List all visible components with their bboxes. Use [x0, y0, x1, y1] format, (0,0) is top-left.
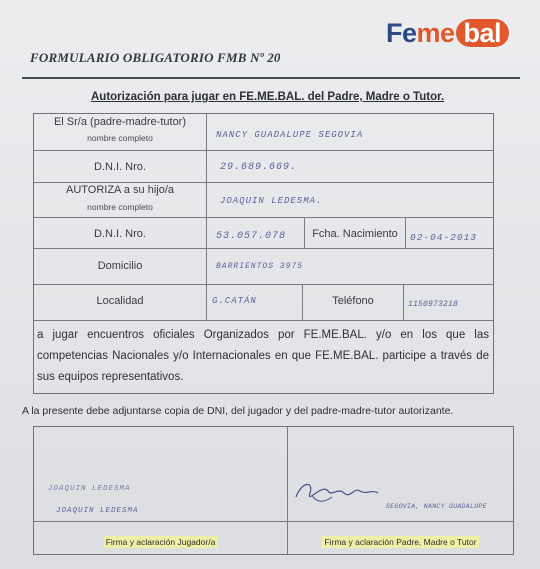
- row-divider: [34, 320, 493, 321]
- signature-table: [33, 426, 514, 555]
- form-title: FORMULARIO OBLIGATORIO FMB Nº 20: [30, 50, 281, 65]
- authorization-table: [33, 113, 494, 394]
- fecha-label: Fcha. Nacimiento: [312, 228, 398, 240]
- tutor-label: El Sr/a (padre-madre-tutor): [53, 116, 187, 128]
- parent-signature-label: Firma y aclaración Padre, Madre o Tutor: [324, 537, 477, 547]
- localidad-value: G.CATÁN: [212, 296, 257, 306]
- domicilio-value: BARRIENTOS 3975: [216, 262, 304, 271]
- column-divider: [206, 114, 207, 320]
- header-rule: [22, 77, 520, 79]
- player-signature-label: Firma y aclaración Jugador/a: [105, 537, 216, 547]
- child-name-value: JOAQUIN LEDESMA.: [220, 196, 323, 206]
- tutor-dni-value: 29.689.669.: [220, 162, 298, 173]
- player-signature-name: JOAQUIN LEDESMA: [56, 507, 139, 515]
- fecha-value: 02-04-2013: [410, 232, 478, 243]
- column-divider: [403, 284, 404, 320]
- autoriza-label: AUTORIZA a su hijo/a: [65, 184, 174, 196]
- form-subtitle: Autorización para jugar en FE.ME.BAL. del Padre, Madre o Tutor.: [91, 91, 445, 103]
- parent-signature-scribble: [292, 477, 382, 509]
- authorization-paragraph: a jugar encuentros oficiales Organizados por FE.ME.BAL. y/o en los que las competencias Nacionales y/o Internacionales en que FE.ME.BAL. participe a través de sus equipos representativos.: [37, 329, 489, 383]
- player-signature-scribble: JOAQUIN LEDESMA: [48, 485, 131, 493]
- row-divider: [34, 284, 493, 285]
- row-divider: [34, 150, 493, 151]
- row-divider: [34, 182, 493, 183]
- tutor-dni-label: D.N.I. Nro.: [94, 161, 146, 173]
- row-divider: [34, 217, 493, 218]
- child-sublabel: nombre completo: [87, 202, 153, 212]
- logo-bal: bal: [456, 19, 510, 47]
- localidad-label: Localidad: [96, 295, 144, 307]
- parent-signature-label-cell: [288, 532, 513, 552]
- femebal-logo: [386, 18, 509, 48]
- attachment-note: A la presente debe adjuntarse copia de DNI, del jugador y del padre-madre-tutor autorizante.: [22, 405, 454, 417]
- column-divider: [405, 217, 406, 248]
- tutor-label-cell: [34, 116, 206, 143]
- logo-fe: Fe: [386, 17, 417, 48]
- logo-me: me: [416, 17, 455, 48]
- telefono-value: 1150973218: [408, 300, 459, 309]
- player-signature-label-cell: [34, 532, 287, 552]
- signature-line: [34, 521, 513, 522]
- parent-signature-name: SEGOVIA, NANCY GUADALUPE: [386, 503, 487, 510]
- tutor-name-value: NANCY GUADALUPE SEGOVIA: [216, 130, 364, 140]
- domicilio-label: Domicilio: [97, 260, 143, 272]
- child-dni-value: 53.057.078: [216, 231, 287, 242]
- child-dni-label: D.N.I. Nro.: [94, 228, 146, 240]
- tutor-sublabel: nombre completo: [87, 133, 153, 143]
- telefono-label: Teléfono: [332, 295, 374, 307]
- row-divider: [34, 248, 493, 249]
- child-label-cell: [34, 184, 206, 212]
